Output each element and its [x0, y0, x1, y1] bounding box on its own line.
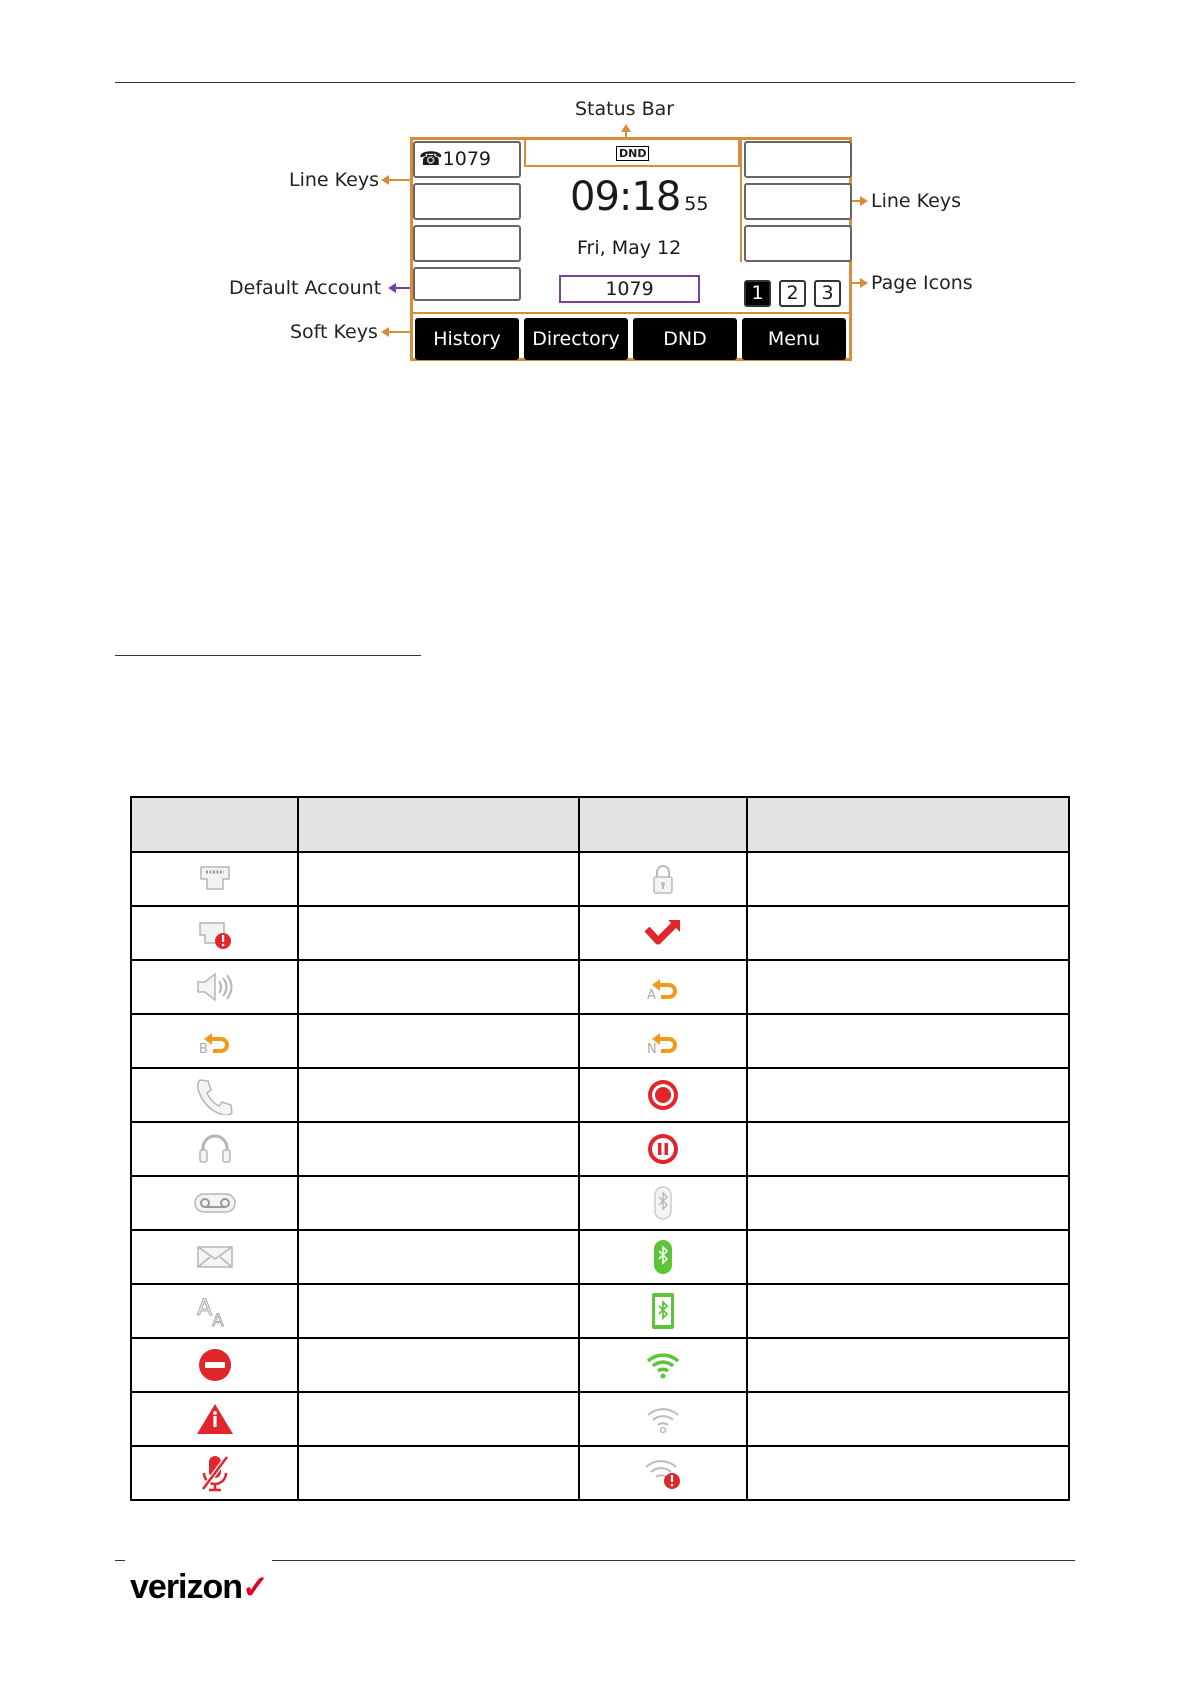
clock-time: 09:18: [570, 174, 681, 220]
page-icons-arrow: [860, 278, 868, 288]
footer-rule: [272, 1560, 1075, 1561]
svg-text:B: B: [198, 1042, 208, 1057]
svg-text:A: A: [211, 1311, 224, 1329]
line-keys-right-arrow: [860, 196, 868, 206]
table-row: [131, 1176, 1069, 1230]
line-key-right-1[interactable]: [744, 141, 852, 178]
headset-icon: [197, 1130, 233, 1168]
icon-table: [130, 796, 1070, 1501]
network-error-icon: [197, 915, 233, 951]
mute-icon: [198, 1453, 232, 1493]
network-unavailable-icon: [197, 861, 233, 897]
line-key-left-3[interactable]: [413, 225, 521, 262]
icon-table-header-row: [131, 797, 1069, 852]
keypad-lock-icon: [645, 861, 681, 897]
clock-date: Fri, May 12: [577, 237, 682, 259]
no-answer-forward-icon: [645, 1023, 681, 1059]
svg-text:N: N: [647, 1042, 657, 1057]
clock: [570, 174, 708, 220]
always-forward-icon: [645, 969, 681, 1005]
header-cell-icon-2: [579, 797, 747, 852]
dnd-badge: DND: [616, 146, 649, 161]
recording-paused-icon: [646, 1132, 680, 1166]
header-cell-desc-1: [298, 797, 579, 852]
line-key-right-3[interactable]: [744, 225, 852, 262]
recording-icon: [646, 1078, 680, 1112]
verizon-logo: [130, 1568, 268, 1607]
soft-keys-line: [388, 331, 410, 333]
status-bar: [524, 138, 740, 167]
line-key-left-1[interactable]: ☎1079: [413, 141, 521, 178]
page-icon-1[interactable]: 1: [744, 280, 771, 307]
wifi-error-icon: [643, 1455, 683, 1491]
header-cell-desc-2: [747, 797, 1069, 852]
status-bar-label: Status Bar: [575, 98, 675, 120]
table-row: [131, 906, 1069, 960]
dnd-soft-key[interactable]: DND: [633, 318, 737, 360]
table-row: [131, 852, 1069, 906]
table-row: [131, 1284, 1069, 1338]
header-cell-icon-1: [131, 797, 298, 852]
do-not-disturb-icon: [197, 1347, 233, 1383]
line-keys-left-label: Line Keys: [289, 169, 379, 191]
line-keys-right-label: Line Keys: [871, 190, 961, 212]
voicemail-icon: [193, 1188, 237, 1218]
bluetooth-connected-icon: [648, 1238, 678, 1276]
clock-seconds: 55: [684, 193, 709, 215]
auto-answer-icon: [195, 1293, 235, 1329]
directory-soft-key[interactable]: Directory: [524, 318, 628, 360]
footer-rule-stub: [115, 1560, 125, 1561]
soft-key-divider: [413, 312, 849, 314]
verizon-logo-text: verizon: [130, 1568, 243, 1606]
handset-icon: [194, 1075, 236, 1115]
speakerphone-icon: [194, 969, 236, 1005]
wifi-enabled-icon: [645, 1403, 681, 1435]
line-keys-left-line: [388, 179, 410, 181]
default-account-box: 1079: [559, 275, 700, 303]
page-icon-3[interactable]: 3: [814, 280, 841, 307]
right-keys-divider: [740, 138, 742, 262]
bluetooth-device-icon: [648, 1291, 678, 1331]
table-row: [131, 1392, 1069, 1446]
phone-lcd-screen: [410, 137, 852, 361]
table-row: [131, 1122, 1069, 1176]
section-heading-rule: [115, 655, 421, 656]
line-key-right-2[interactable]: [744, 183, 852, 220]
verizon-check-icon: ✓: [242, 1569, 268, 1605]
line-key-left-4[interactable]: [413, 267, 521, 301]
soft-keys-label: Soft Keys: [290, 321, 378, 343]
alert-icon: [196, 1402, 234, 1436]
bluetooth-enabled-icon: [648, 1184, 678, 1222]
busy-forward-icon: [197, 1023, 233, 1059]
table-row: [131, 1446, 1069, 1500]
page-icons-label: Page Icons: [871, 272, 973, 294]
svg-text:A: A: [647, 988, 656, 1003]
table-row: [131, 1068, 1069, 1122]
history-soft-key[interactable]: History: [415, 318, 519, 360]
wifi-connected-icon: [645, 1349, 681, 1381]
default-account-label: Default Account: [229, 277, 382, 299]
table-row: [131, 1338, 1069, 1392]
table-row: [131, 1230, 1069, 1284]
text-message-icon: [195, 1242, 235, 1272]
line-key-left-2[interactable]: [413, 183, 521, 220]
menu-soft-key[interactable]: Menu: [742, 318, 846, 360]
page-icon-2[interactable]: 2: [779, 280, 806, 307]
table-row: [131, 960, 1069, 1014]
missed-call-icon: [643, 915, 683, 951]
svg-text:A: A: [196, 1296, 212, 1321]
table-row: [131, 1014, 1069, 1068]
header-rule: [115, 82, 1075, 83]
